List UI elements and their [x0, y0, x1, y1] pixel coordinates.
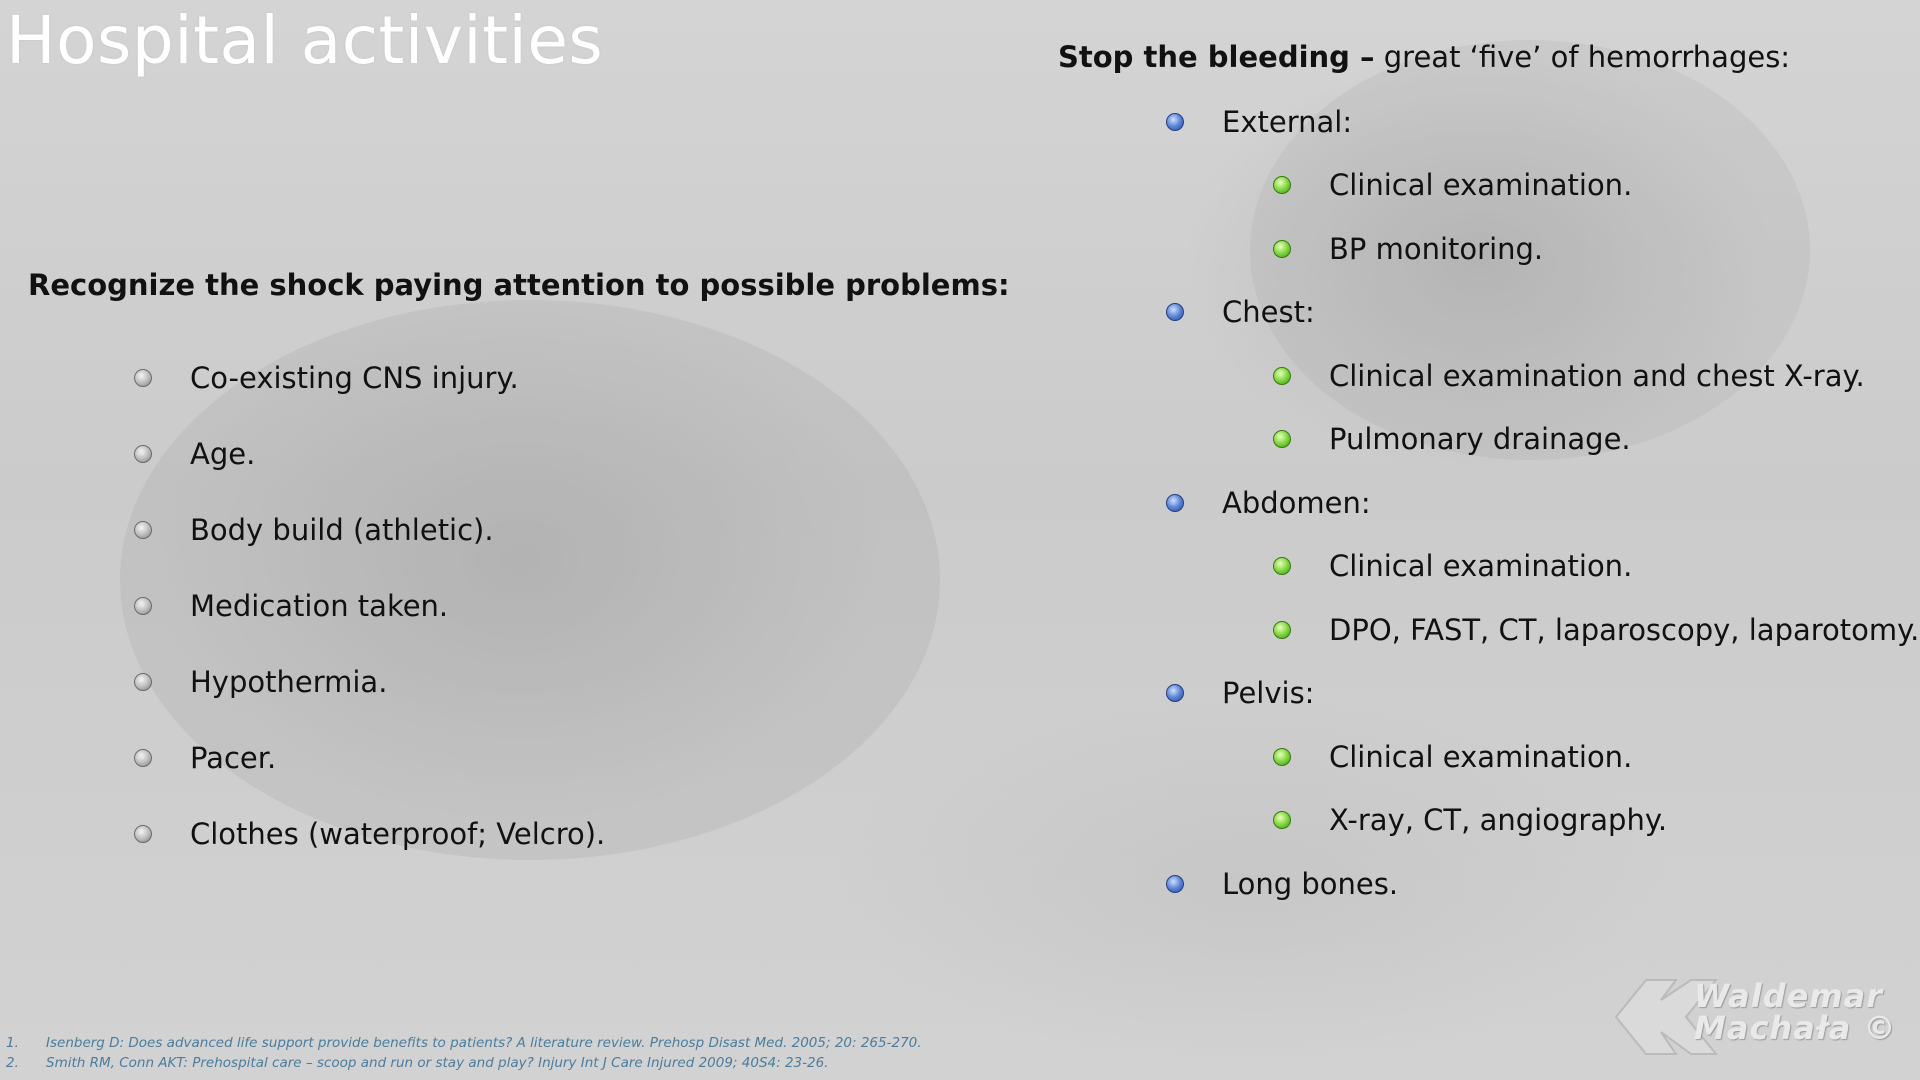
bullet-icon [1273, 557, 1291, 575]
bullet-icon [1166, 494, 1184, 512]
bullet-icon [1166, 113, 1184, 131]
sub-item-text: Pulmonary drainage. [1329, 422, 1631, 457]
group-label: Abdomen: [1222, 485, 1371, 520]
bullet-icon [134, 749, 152, 767]
group-label: External: [1222, 104, 1353, 139]
logo-line-2: Machała © [1694, 1009, 1897, 1047]
references [6, 1033, 922, 1073]
list-item-text: Co-existing CNS injury. [190, 361, 519, 395]
bullet-icon [1166, 303, 1184, 321]
sub-item-text: DPO, FAST, CT, laparoscopy, laparotomy. [1329, 612, 1920, 647]
list-item-text: Hypothermia. [190, 665, 388, 699]
bullet-icon [134, 673, 152, 691]
reference-number: 1. [6, 1035, 19, 1051]
sub-item-text: Clinical examination. [1329, 739, 1633, 774]
reference-number: 2. [6, 1055, 19, 1071]
bullet-icon [1166, 684, 1184, 702]
sub-item-text: Clinical examination. [1329, 168, 1633, 203]
sub-item [1273, 598, 1919, 662]
logo-line-1: Waldemar [1694, 977, 1884, 1015]
bullet-icon [1273, 240, 1291, 258]
group-label: Long bones. [1222, 866, 1399, 901]
list-item [134, 416, 605, 492]
group-item-abdomen [1166, 471, 1919, 662]
list-item-text: Age. [190, 437, 256, 471]
sub-item [1273, 344, 1919, 408]
bullet-icon [1273, 367, 1291, 385]
bullet-icon [1273, 621, 1291, 639]
list-item [134, 492, 605, 568]
sub-item [1273, 725, 1919, 789]
list-item-text: Clothes (waterproof; Velcro). [190, 817, 606, 851]
bullet-icon [1273, 176, 1291, 194]
sub-item-text: Clinical examination. [1329, 549, 1633, 584]
group-item-external [1166, 90, 1919, 281]
sub-item [1273, 154, 1919, 218]
bullet-icon [1166, 875, 1184, 893]
group-label: Chest: [1222, 295, 1315, 330]
bullet-icon [134, 597, 152, 615]
sub-item-text: Clinical examination and chest X-ray. [1329, 358, 1865, 393]
sub-item [1273, 408, 1919, 472]
right-heading [1058, 40, 1790, 74]
group-label: Pelvis: [1222, 676, 1315, 711]
bullet-icon [134, 369, 152, 387]
bullet-icon [1273, 811, 1291, 829]
list-item-text: Medication taken. [190, 589, 449, 623]
reference-text: Smith RM, Conn AKT: Prehospital care – scoop and run or stay and play? Injury Int J Care Injured 2009; 40S4: 23-26. [46, 1055, 829, 1071]
right-heading-bold: Stop the bleeding – [1058, 40, 1375, 74]
group-item-long-bones [1166, 852, 1919, 916]
bullet-icon [1273, 430, 1291, 448]
list-item [134, 568, 605, 644]
bullet-icon [1273, 748, 1291, 766]
sub-item [1273, 789, 1919, 853]
reference-item [6, 1053, 922, 1073]
reference-text: Isenberg D: Does advanced life support provide benefits to patients? A literature review. Prehosp Disast Med. 2005; 20: 265-270. [46, 1035, 922, 1051]
list-item [134, 720, 605, 796]
sub-item [1273, 535, 1919, 599]
right-heading-rest: great ‘five’ of hemorrhages: [1374, 40, 1791, 74]
sub-item [1273, 217, 1919, 281]
list-item [134, 796, 605, 872]
left-list [134, 340, 605, 872]
sub-item-text: BP monitoring. [1329, 231, 1544, 266]
page-title: Hospital activities [6, 2, 604, 79]
bullet-icon [134, 445, 152, 463]
sub-item-text: X-ray, CT, angiography. [1329, 803, 1668, 838]
group-item-pelvis [1166, 662, 1919, 853]
bullet-icon [134, 521, 152, 539]
bullet-icon [134, 825, 152, 843]
list-item [134, 340, 605, 416]
list-item-text: Body build (athletic). [190, 513, 494, 547]
logo-text [1694, 977, 1897, 1047]
group-item-chest [1166, 281, 1919, 472]
list-item [134, 644, 605, 720]
list-item-text: Pacer. [190, 741, 277, 775]
hemorrhage-list [1166, 90, 1919, 916]
reference-item [6, 1033, 922, 1053]
left-heading: Recognize the shock paying attention to possible problems: [28, 268, 1010, 302]
